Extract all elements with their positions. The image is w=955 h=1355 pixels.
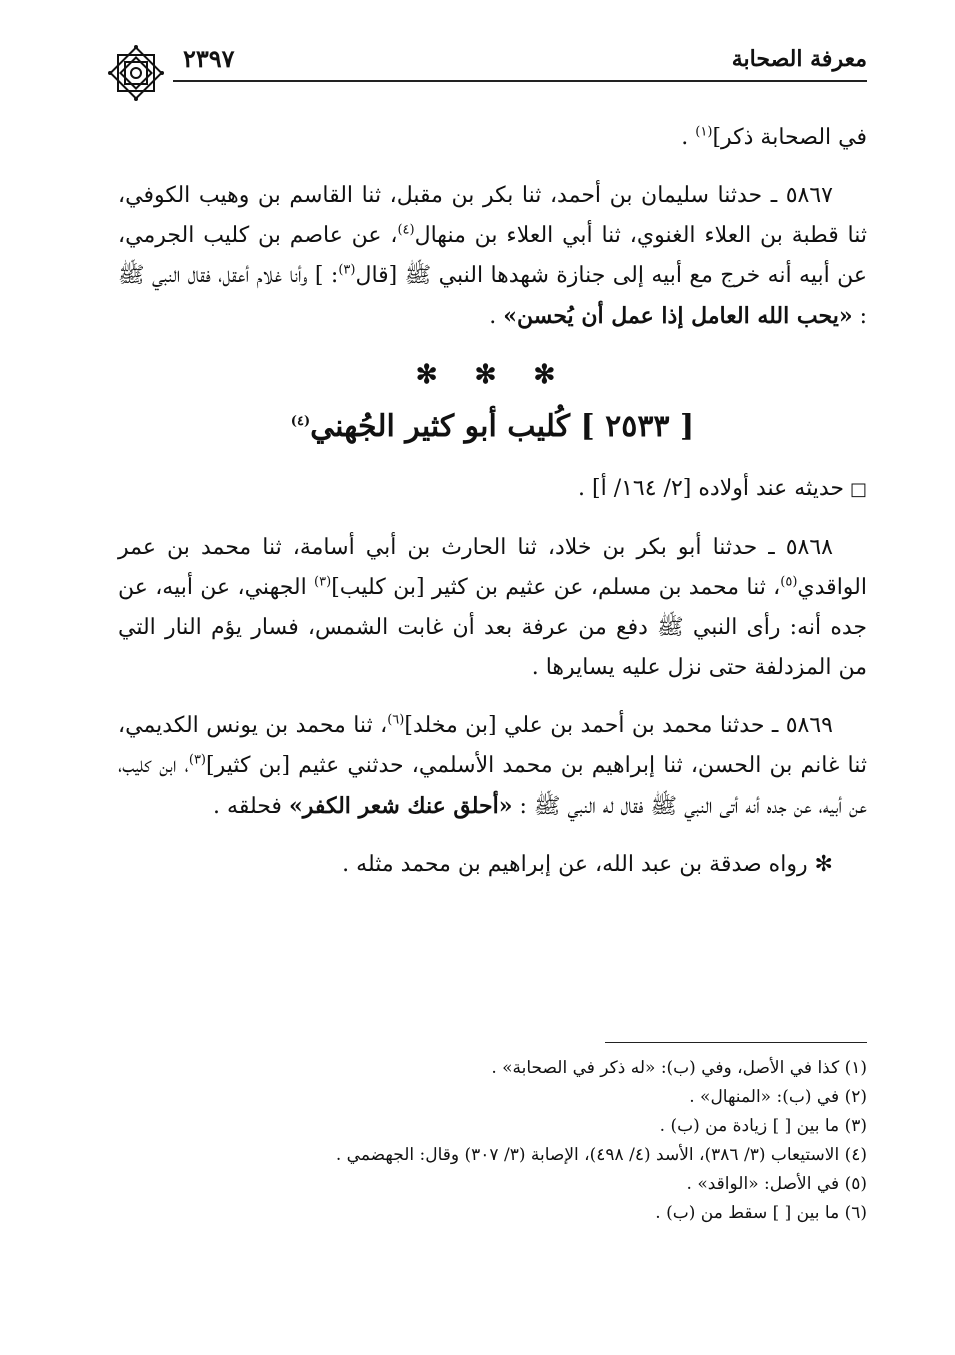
- hadith-text: ٥٨٦٧ ـ حدثنا سليمان بن أحمد، ثنا بكر بن مقبل، ثنا القاسم بن وهيب الكوفي، ثنا قطبة بن العلاء الغنوي، ثنا أبي العلاء بن منهال: [118, 183, 868, 248]
- hadith-end: فحلقه .: [213, 794, 289, 819]
- footnote-ref: (٦): [387, 712, 405, 728]
- footnote-ref: (١): [695, 124, 713, 140]
- hadith-quote: «أحلق عنك شعر الكفر»: [288, 793, 513, 819]
- page-header: [105, 42, 867, 88]
- hadith-5869: [118, 706, 867, 827]
- hadith-text: : ] وأنا غلام أعقل، فقال النبي ﷺ :: [118, 263, 867, 329]
- eight-point-star-ornament-icon: [105, 42, 167, 104]
- entry-heading-text: [ ٢٥٣٣ ] كُليب أبو كثير الجُهني: [310, 409, 695, 444]
- hadith-text: ، ابن كليب، عن أبيه، عن جده أنه أتى النبي ﷺ فقال له النبي ﷺ :: [118, 753, 867, 819]
- footnote-2: (٢) في (ب): «المنهال» .: [689, 1087, 867, 1107]
- section-separator: ✻ ✻ ✻: [415, 360, 570, 390]
- footnote-ref: (٣): [314, 574, 332, 590]
- footnote-ref: (٤): [290, 414, 311, 429]
- box-icon: □: [849, 479, 867, 500]
- hadith-5867: [118, 176, 867, 337]
- footnote-ref: (٤): [397, 222, 415, 238]
- footnote-5: (٥) في الأصل: «الواقد» .: [686, 1174, 867, 1194]
- footnote-1: (١) كذا في الأصل، وفي (ب): «له ذكر في الصحابة» .: [491, 1058, 867, 1078]
- header-rule: [173, 80, 867, 82]
- intro-text: في الصحابة ذكر]: [712, 125, 867, 150]
- hadith-end: .: [489, 304, 504, 329]
- footnote-3: (٣) ما بين [ ] زيادة من (ب) .: [659, 1116, 867, 1136]
- hadith-5868: [118, 528, 867, 688]
- hadith-text: ، ثنا محمد بن مسلم، عن عثيم بن كثير [بن كليب]: [331, 575, 781, 600]
- note-text: حديثه عند أولاده [٢/ ١٦٤/ أ] .: [578, 476, 844, 501]
- footnote-ref: (٣): [188, 752, 206, 768]
- footnotes: [118, 1054, 867, 1228]
- note-line: [118, 469, 867, 510]
- footnote-rule: [605, 1042, 867, 1043]
- hadith-text: ٥٨٦٨ ـ حدثنا أبو بكر بن خلاد، ثنا الحارث بن أبي أسامة، ثنا محمد بن عمر الواقدي: [118, 535, 867, 600]
- riwaya-line: ✻ رواه صدقة بن عبد الله، عن إبراهيم بن محمد مثله .: [342, 852, 833, 877]
- hadith-text: ٥٨٦٩ ـ حدثنا محمد بن أحمد بن علي [بن مخلد]: [404, 713, 833, 738]
- page-body: [118, 118, 867, 903]
- footnote-ref: (٣): [338, 262, 356, 278]
- page-number: ٢٣٩٧: [183, 44, 235, 73]
- hadith-text: الجهني، عن أبيه، عن جده أنه: رأى النبي ﷺ دفع من عرفة بعد أن غابت الشمس، فسار يؤم النار التي من المزدلفة حتى نزل عليه يسايرها .: [118, 575, 867, 680]
- intro-line: [118, 118, 867, 158]
- entry-heading: [118, 405, 867, 449]
- hadith-text: ، ثنا محمد بن يونس الكديمي، ثنا غانم بن الحسن، ثنا إبراهيم بن محمد الأسلمي، حدثني عثيم [بن كثير]: [118, 713, 868, 778]
- footnote-4: (٤) الاستيعاب (٣/ ٣٨٦)، الأسد (٤/ ٤٩٨)، الإصابة (٣/ ٣٠٧) وقال: الجهضمي .: [335, 1145, 867, 1165]
- footnote-6: (٦) ما بين [ ] سقط من (ب) .: [655, 1203, 867, 1223]
- hadith-text: ، عن عاصم بن كليب الجرمي، عن أبيه أنه خرج مع أبيه إلى جنازة شهدها النبي ﷺ [قال: [118, 223, 867, 288]
- running-title: معرفة الصحابة: [731, 46, 867, 72]
- hadith-quote: «يحب الله العامل إذا عمل أن يُحسن»: [503, 303, 853, 329]
- intro-end: .: [681, 125, 696, 150]
- footnote-ref: (٥): [780, 574, 798, 590]
